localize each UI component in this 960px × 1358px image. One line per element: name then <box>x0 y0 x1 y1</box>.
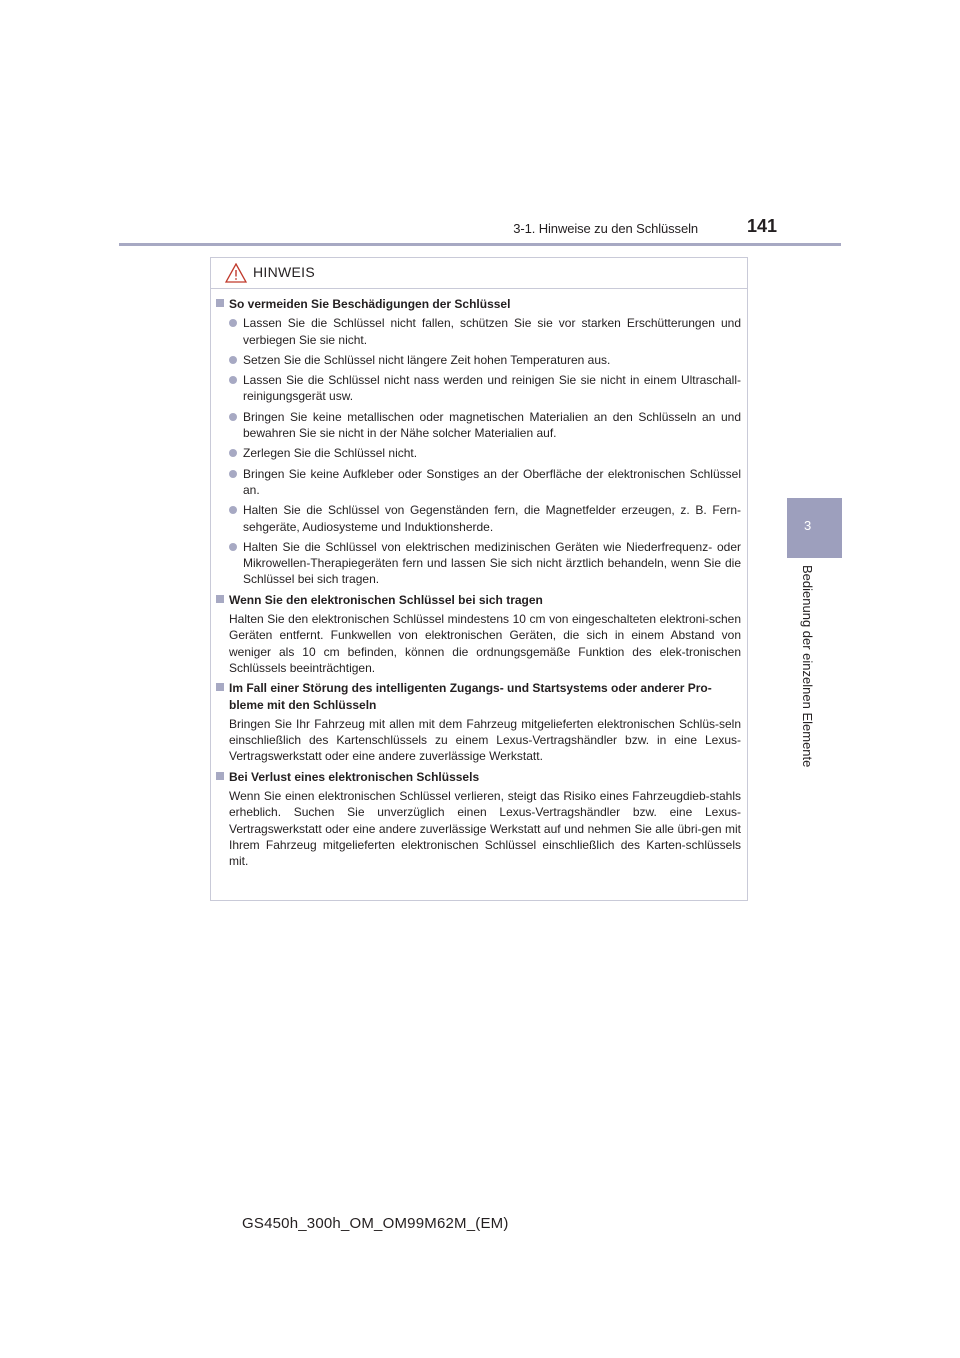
section-heading: So vermeiden Sie Beschädigungen der Schlüssel <box>229 297 511 311</box>
page-header <box>0 0 960 250</box>
bullet-item: Bringen Sie keine metallischen oder magnetischen Materialien an den Schlüsseln an und bewahren Sie sie nicht in der Nähe solcher Materialien auf. <box>229 409 741 442</box>
notice-box <box>210 257 748 901</box>
section-text: Wenn Sie einen elektronischen Schlüssel verlieren, steigt das Risiko eines Fahrzeugdieb-stahls erheblich. Suchen Sie unverzüglich einen Lexus-Vertragshändler bzw. eine Lexus-Vertragswerkstatt oder eine andere zuverlässige Werkstatt auf und nehmen Sie alle übri-gen mit Ihrem Fahrzeug mitgelieferten elektronischen Schlüssel einschließlich des Karten-schlüssels mit. <box>229 789 741 869</box>
square-bullet-icon <box>216 772 224 780</box>
dot-bullet-icon <box>229 543 237 551</box>
notice-section-loss <box>211 769 747 870</box>
dot-bullet-icon <box>229 470 237 478</box>
notice-header <box>211 258 747 289</box>
section-heading: Wenn Sie den elektronischen Schlüssel bei sich tragen <box>229 592 543 607</box>
dot-bullet-icon <box>229 413 237 421</box>
notice-title: HINWEIS <box>253 264 315 280</box>
document-code: GS450h_300h_OM_OM99M62M_(EM) <box>242 1215 509 1232</box>
square-bullet-icon <box>216 299 224 307</box>
chapter-label: Bedienung der einzelnen Elemente <box>800 565 815 768</box>
bullet-item: Halten Sie die Schlüssel von elektrischen medizinischen Geräten wie Niederfrequenz- oder Mikrowellen-Therapiegeräten fern und lassen Sie sich nicht ärztlich behandeln, wenn Sie die Schlüssel bei sich tragen. <box>229 539 741 588</box>
chapter-tab <box>787 498 842 558</box>
square-bullet-icon <box>216 595 224 603</box>
header-rule <box>119 243 841 246</box>
notice-body <box>211 296 747 874</box>
section-text: Bringen Sie Ihr Fahrzeug mit allen mit dem Fahrzeug mitgelieferten elektronischen Schlüs-seln einschließlich des Kartenschlüssels zu einem Lexus-Vertragshändler bzw. in eine Lexus-Vertragswerkstatt oder eine andere zuverlässige Werkstatt. <box>229 716 741 764</box>
section-heading: Bei Verlust eines elektronischen Schlüssels <box>229 769 480 784</box>
bullet-item: Lassen Sie die Schlüssel nicht fallen, schützen Sie sie vor starken Erschütterungen und verbiegen Sie sie nicht. <box>229 315 741 348</box>
dot-bullet-icon <box>229 376 237 384</box>
warning-triangle-icon <box>225 263 247 283</box>
dot-bullet-icon <box>229 356 237 364</box>
bullet-item: Bringen Sie keine Aufkleber oder Sonstiges an der Oberfläche der elektronischen Schlüssel an. <box>229 466 741 499</box>
square-bullet-icon <box>216 683 224 691</box>
section-text: Halten Sie den elektronischen Schlüssel mindestens 10 cm von eingeschalteten elektroni-schen Geräten entfernt. Funkwellen von elektronischen Geräten, die sich in einem Abstand von weniger als 10 cm befinden, können die ordnungsgemäße Funktion des elek-tronischen Schlüssels beeinträchtigen. <box>229 612 741 675</box>
chapter-number: 3 <box>804 518 812 533</box>
notice-section-damage <box>211 296 747 588</box>
notice-section-carrying <box>211 592 747 676</box>
dot-bullet-icon <box>229 506 237 514</box>
page-number: 141 <box>747 216 778 236</box>
bullet-item: Lassen Sie die Schlüssel nicht nass werden und reinigen Sie sie nicht in einem Ultraschall-reinigungsgerät usw. <box>229 372 741 405</box>
bullet-item: Setzen Sie die Schlüssel nicht längere Zeit hohen Temperaturen aus. <box>229 352 741 368</box>
dot-bullet-icon <box>229 319 237 327</box>
dot-bullet-icon <box>229 449 237 457</box>
notice-section-malfunction <box>211 680 747 764</box>
bullet-item: Zerlegen Sie die Schlüssel nicht. <box>229 445 741 461</box>
section-title: 3-1. Hinweise zu den Schlüsseln <box>513 221 698 236</box>
bullet-item: Halten Sie die Schlüssel von Gegenständen fern, die Magnetfelder erzeugen, z. B. Fern-sehgeräte, Audiosysteme und Induktionsherde. <box>229 502 741 535</box>
section-heading: Im Fall einer Störung des intelligenten Zugangs- und Startsystems oder anderer Pro-bleme mit den Schlüsseln <box>229 681 712 712</box>
